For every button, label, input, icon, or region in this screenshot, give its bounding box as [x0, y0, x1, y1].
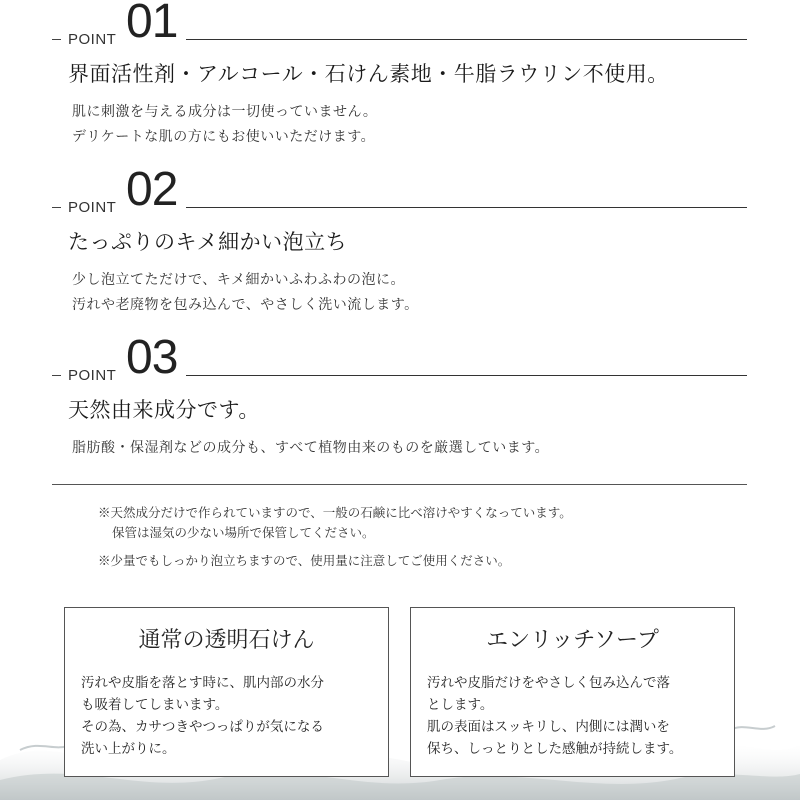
point-dash [52, 207, 61, 208]
point-dash [52, 375, 61, 376]
point-rule [186, 39, 747, 40]
box-body [427, 672, 727, 760]
point-description-line: 肌に刺激を与える成分は一切使っていません。 [72, 104, 378, 120]
point-rule [186, 207, 747, 208]
box-body-line: 保ち、しっとりとした感触が持続します。 [427, 741, 683, 757]
box-body-line: 肌の表面はスッキリし、内側には潤いを [427, 719, 670, 735]
point-header [0, 0, 800, 46]
section-divider [52, 484, 747, 485]
note-line: ※天然成分だけで作られていますので、一般の石鹸に比べ溶けやすくなっています。 [98, 505, 572, 520]
point-number: 01 [126, 0, 178, 48]
box-body-line: 洗い上がりに。 [81, 741, 176, 757]
point-description [72, 268, 419, 318]
note-line: ※少量でもしっかり泡立ちますので、使用量に注意してご使用ください。 [98, 553, 511, 568]
note-line: 保管は湿気の少ない場所で保管してください。 [112, 525, 375, 540]
regular-soap-box [64, 607, 389, 777]
box-title: エンリッチソープ [486, 628, 659, 653]
point-number: 03 [126, 331, 178, 384]
box-body-line: 汚れや皮脂だけをやさしく包み込んで落 [427, 675, 670, 691]
point-title: 界面活性剤・アルコール・石けん素地・牛脂ラウリン不使用。 [68, 62, 669, 86]
box-body-line: 汚れや皮脂を落とす時に、肌内部の水分 [81, 675, 324, 691]
point-dash [52, 39, 61, 40]
box-body-line: その為、カサつきやつっぱりが気になる [81, 719, 324, 735]
point-description-line: 脂肪酸・保湿剤などの成分も、すべて植物由来のものを厳選しています。 [72, 440, 550, 456]
box-title: 通常の透明石けん [138, 628, 315, 653]
point-rule [186, 375, 747, 376]
enrich-soap-box [410, 607, 735, 777]
point-description [72, 436, 549, 461]
point-description-line: デリケートな肌の方にもお使いいただけます。 [72, 129, 376, 145]
usage-notes [98, 503, 572, 571]
point-description-line: 汚れや老廃物を包み込んで、やさしく洗い流します。 [72, 297, 419, 313]
point-title: 天然由来成分です。 [68, 398, 260, 422]
point-title: たっぷりのキメ細かい泡立ち [68, 230, 348, 254]
box-body-line: とします。 [427, 697, 494, 713]
point-header [0, 331, 800, 384]
point-label: POINT [68, 367, 117, 384]
box-body-line: も吸着してしまいます。 [81, 697, 229, 713]
point-description-line: 少し泡立てただけで、キメ細かいふわふわの泡に。 [72, 272, 405, 288]
point-number: 02 [126, 163, 178, 216]
point-header [0, 163, 800, 216]
box-body [81, 672, 381, 760]
point-label: POINT [68, 31, 117, 48]
point-label: POINT [68, 199, 117, 216]
point-description [72, 100, 377, 150]
